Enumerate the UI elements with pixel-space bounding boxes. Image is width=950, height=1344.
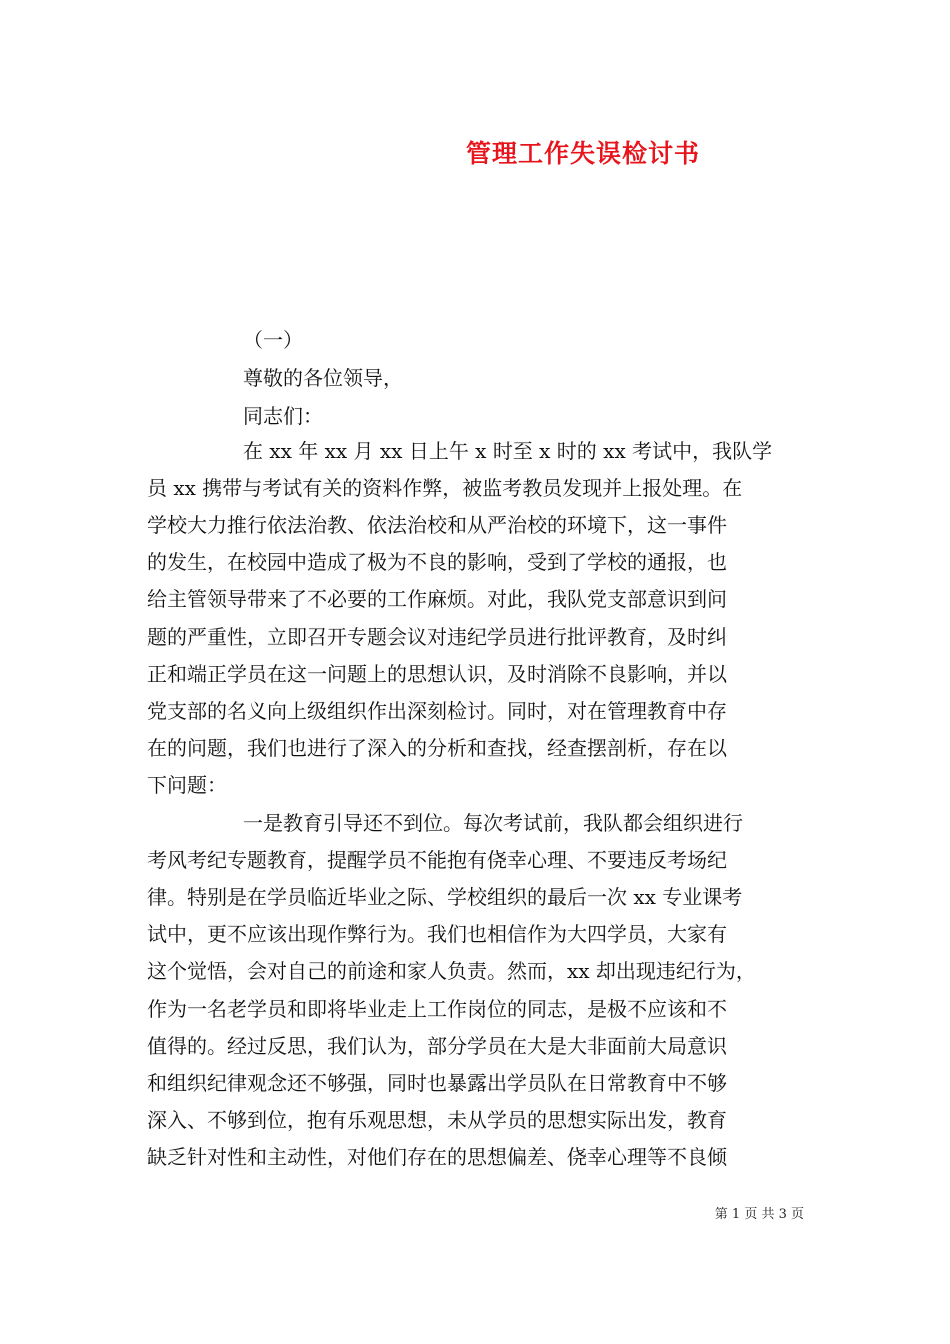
body-line: 在的问题，我们也进行了深入的分析和查找，经查摆剖析，存在以: [147, 736, 727, 760]
body-line: 考风考纪专题教育，提醒学员不能抱有侥幸心理、不要违反考场纪: [147, 848, 727, 872]
body-line: 党支部的名义向上级组织作出深刻检讨。同时，对在管理教育中存: [147, 699, 727, 723]
body-line: 正和端正学员在这一问题上的思想认识，及时消除不良影响，并以: [147, 662, 727, 686]
body-line: 的发生，在校园中造成了极为不良的影响，受到了学校的通报，也: [147, 550, 727, 574]
body-line: 值得的。经过反思，我们认为，部分学员在大是大非面前大局意识: [147, 1034, 727, 1058]
salutation-line-1: 尊敬的各位领导，: [243, 366, 403, 390]
body-line: 学校大力推行依法治教、依法治校和从严治校的环境下，这一事件: [147, 513, 727, 537]
body-line: 作为一名老学员和即将毕业走上工作岗位的同志，是极不应该和不: [147, 997, 727, 1021]
document-title: 管理工作失误检讨书: [465, 139, 700, 168]
body-line: 缺乏针对性和主动性，对他们存在的思想偏差、侥幸心理等不良倾: [147, 1145, 727, 1169]
body-line: 下问题：: [147, 773, 227, 797]
body-line: 深入、不够到位，抱有乐观思想，未从学员的思想实际出发，教育: [147, 1108, 727, 1132]
body-line: 这个觉悟，会对自己的前途和家人负责。然而，xx 却出现违纪行为，: [147, 959, 756, 983]
body-line: 律。特别是在学员临近毕业之际、学校组织的最后一次 xx 专业课考: [147, 885, 743, 909]
section-marker: （一）: [243, 328, 303, 352]
body-line: 试中，更不应该出现作弊行为。我们也相信作为大四学员，大家有: [147, 922, 727, 946]
page-number: 第 1 页 共 3 页: [714, 1207, 804, 1222]
body-line: 题的严重性，立即召开专题会议对违纪学员进行批评教育，及时纠: [147, 625, 727, 649]
body-line: 一是教育引导还不到位。每次考试前，我队都会组织进行: [243, 811, 743, 835]
body-line: 给主管领导带来了不必要的工作麻烦。对此，我队党支部意识到问: [147, 587, 727, 611]
body-line: 和组织纪律观念还不够强，同时也暴露出学员队在日常教育中不够: [147, 1071, 727, 1095]
body-line: 在 xx 年 xx 月 xx 日上午 x 时至 x 时的 xx 考试中，我队学: [243, 439, 773, 463]
salutation-line-2: 同志们：: [243, 404, 323, 428]
body-line: 员 xx 携带与考试有关的资料作弊，被监考教员发现并上报处理。在: [147, 476, 743, 500]
